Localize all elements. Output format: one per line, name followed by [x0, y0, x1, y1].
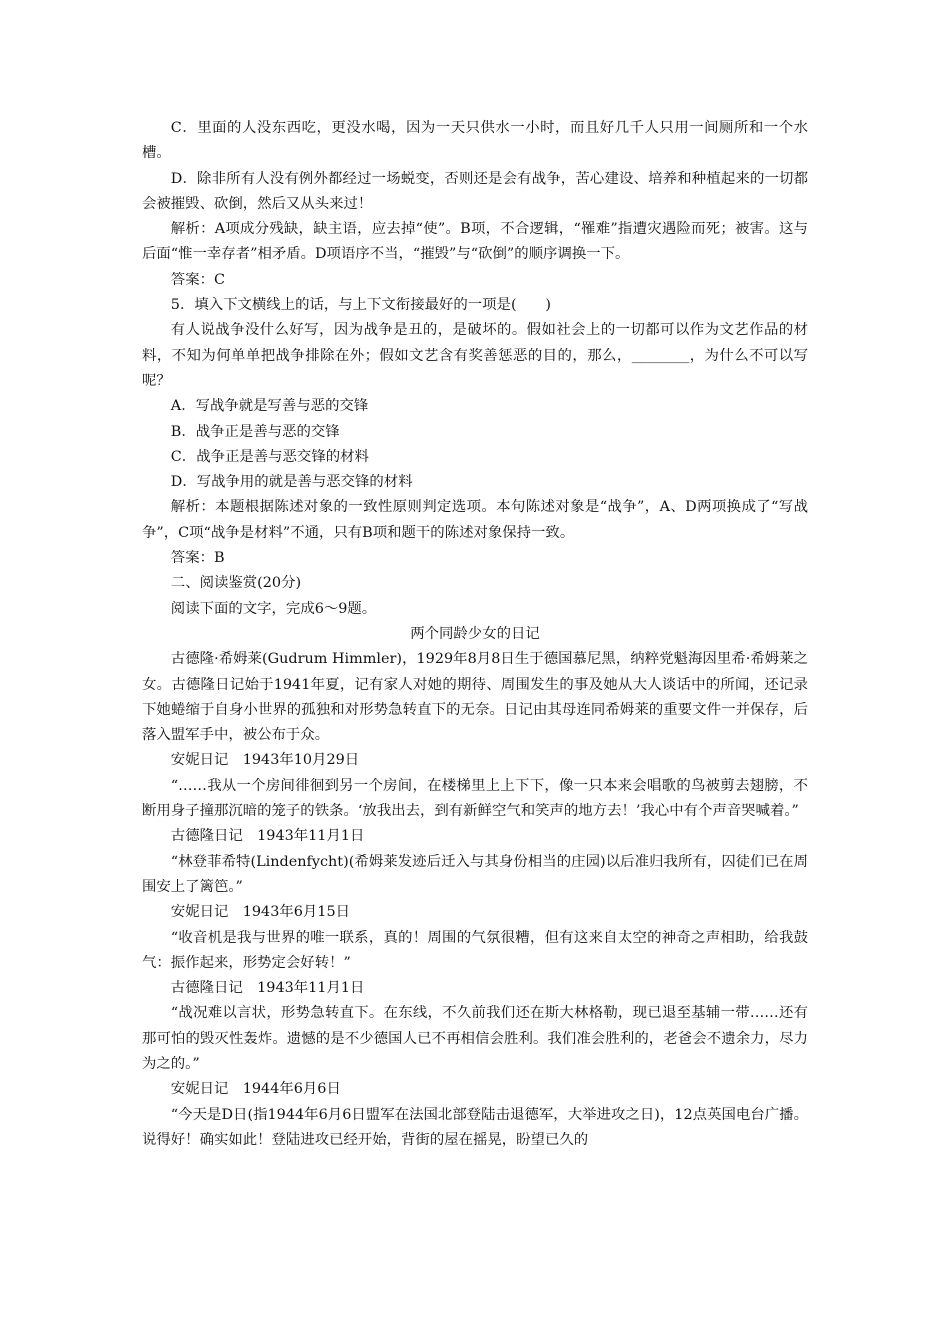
- option-b-q5: B．战争正是善与恶的交锋: [170, 423, 340, 440]
- diary-heading: 古德隆日记 1943年11月1日: [170, 980, 365, 997]
- diary-entry: “……我从一个房间徘徊到另一个房间，在楼梯里上上下下，像一只本来会唱歌的鸟被剪去翅膀，不断用身子撞那沉暗的笼子的铁条。‘放我出去，到有新鲜空气和笑声的地方去！’我心中有个声音哭喊着。”: [142, 777, 808, 820]
- article-intro: 古德隆·希姆莱(Gudrum Himmler)，1929年8月8日生于德国慕尼黑，纳粹党魁海因里希·希姆莱之女。古德隆日记始于1941年夏，记有家人对她的期待、周围发生的事及她从大人谈话中的所闻，还记录下她蜷缩于自身小世界的孤独和对形势急转直下的无奈。日记由其母连同希姆莱的重要文件一并保存，后落入盟军手中，被公布于众。: [142, 651, 808, 744]
- answer-q5: 答案：B: [170, 550, 225, 567]
- document-page: [142, 116, 808, 1153]
- question-5: 5．填入下文横线上的话，与上下文衔接最好的一项是( ): [170, 297, 551, 314]
- diary-heading: 安妮日记 1943年10月29日: [170, 752, 360, 769]
- option-a-q5: A．写战争就是写善与恶的交锋: [170, 398, 369, 415]
- reading-instruction: 阅读下面的文字，完成6～9题。: [170, 600, 377, 617]
- diary-heading: 安妮日记 1944年6月6日: [170, 1081, 341, 1098]
- article-title: 两个同龄少女的日记: [410, 625, 540, 642]
- section-heading: 二、阅读鉴赏(20分): [170, 575, 302, 592]
- diary-heading: 安妮日记 1943年6月15日: [170, 904, 351, 921]
- option-c-q4: C．里面的人没东西吃，更没水喝，因为一天只供水一小时，而且好几千人只用一间厕所和一个水槽。: [142, 120, 808, 162]
- option-d-q5: D．写战争用的就是善与恶交锋的材料: [170, 474, 413, 491]
- option-d-q4: D．除非所有人没有例外都经过一场蜕变，否则还是会有战争，苦心建设、培养和种植起来的一切都会被摧毁、砍倒，然后又从头来过！: [142, 170, 808, 212]
- analysis-q4: 解析：A项成分残缺，缺主语，应去掉“使”。B项，不合逻辑，“罹难”指遭灾遇险而死；被害。这与后面“惟一幸存者”相矛盾。D项语序不当，“摧毁”与“砍倒”的顺序调换一下。: [142, 221, 808, 263]
- diary-entry: “今天是D日(指1944年6月6日盟军在法国北部登陆击退德军，大举进攻之日)，12点英国电台广播。说得好！确实如此！登陆进攻已经开始，背街的屋在摇晃，盼望已久的: [142, 1106, 808, 1148]
- analysis-q5: 解析：本题根据陈述对象的一致性原则判定选项。本句陈述对象是“战争”，A、D两项换成了“写战争”，C项“战争是材料”不通，只有B项和题干的陈述对象保持一致。: [142, 499, 808, 541]
- diary-heading: 古德隆日记 1943年11月1日: [170, 828, 365, 845]
- passage-q5: 有人说战争没什么好写，因为战争是丑的，是破坏的。假如社会上的一切都可以作为文艺作品的材料，不知为何单单把战争排除在外；假如文艺含有奖善惩恶的目的，那么，________，为什么不可以写呢？: [142, 322, 808, 389]
- option-c-q5: C．战争正是善与恶交锋的材料: [170, 448, 369, 465]
- diary-entry: “收音机是我与世界的唯一联系，真的！周围的气氛很糟，但有这来自太空的神奇之声相助，给我鼓气：振作起来，形势定会好转！”: [142, 929, 808, 971]
- diary-entry: “战况难以言状，形势急转直下。在东线，不久前我们还在斯大林格勒，现已退至基辅一带……还有那可怕的毁灭性轰炸。遗憾的是不少德国人已不再相信会胜利。我们准会胜利的，老爸会不遗余力，尽力为之的。”: [142, 1005, 808, 1072]
- diary-entry: “林登菲希特(Lindenfycht)(希姆莱发迹后迁入与其身份相当的庄园)以后准归我所有，囚徒们已在周围安上了篱笆。”: [142, 853, 808, 895]
- answer-q4: 答案：C: [170, 271, 225, 288]
